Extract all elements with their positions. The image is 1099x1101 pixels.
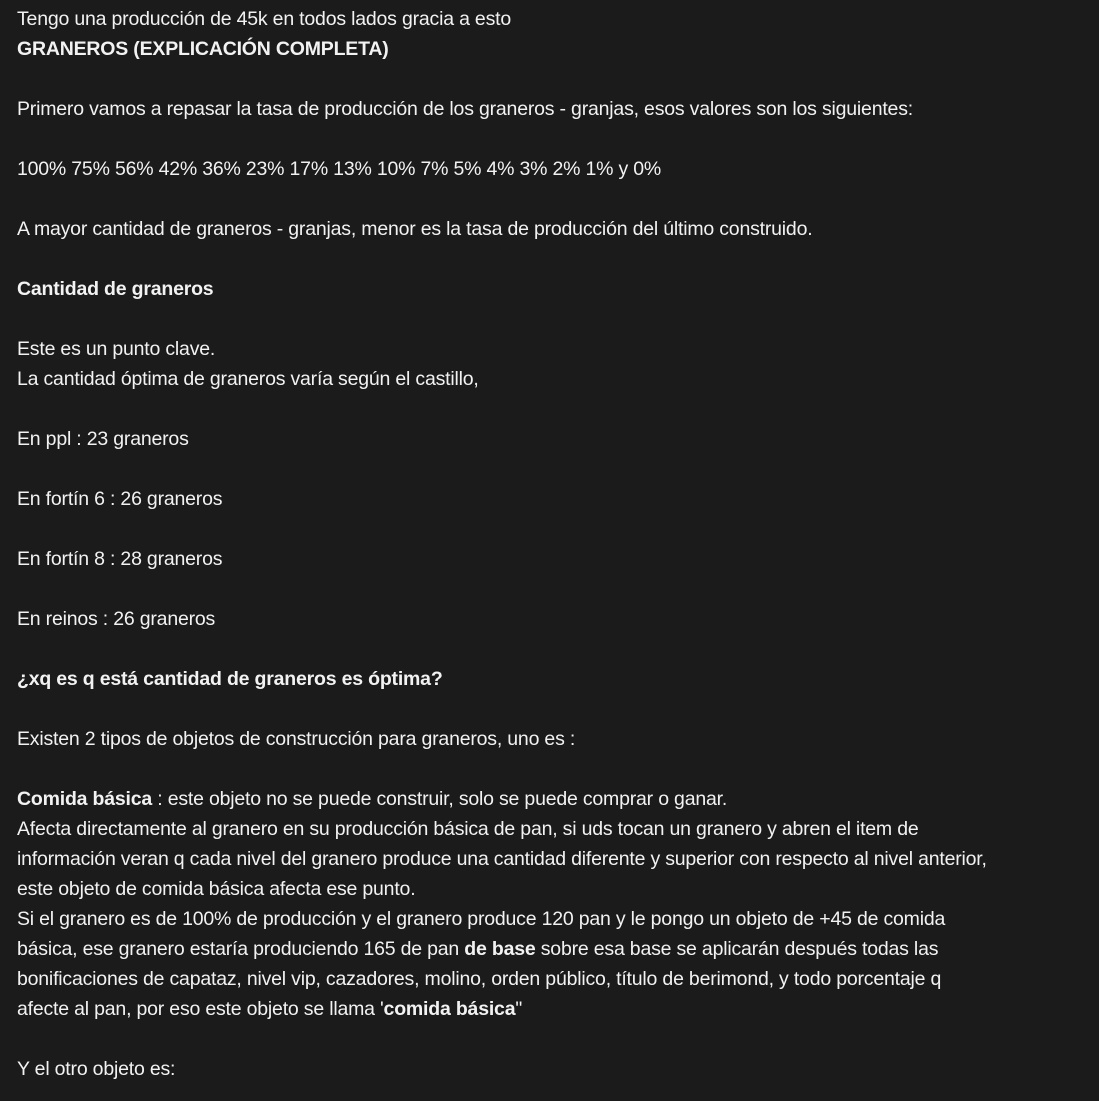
comida-basica-text: : este objeto no se puede construir, solo se puede comprar o ganar. [152, 788, 728, 810]
de-base-emphasis: de base [464, 938, 536, 960]
closing-quote: " [515, 998, 523, 1020]
paragraph-effect-line-1: Afecta directamente al granero en su producción básica de pan, si uds tocan un granero y abren el item de [17, 818, 919, 840]
comida-basica-emphasis: comida básica [383, 998, 516, 1020]
comida-basica-line [17, 784, 727, 814]
paragraph-intro-rates: Primero vamos a repasar la tasa de producción de los graneros - granjas, esos valores son los siguientes: [17, 98, 913, 120]
paragraph-key-point: Este es un punto clave. [17, 338, 216, 360]
paragraph-optimal: La cantidad óptima de graneros varía según el castillo, [17, 368, 479, 390]
castle-item: En reinos : 26 graneros [17, 608, 216, 630]
document-title: GRANEROS (EXPLICACIÓN COMPLETA) [17, 38, 389, 60]
example-text: sobre esa base se aplicarán después todas las [535, 938, 939, 960]
castle-item: En fortín 8 : 28 graneros [17, 548, 223, 570]
paragraph-effect-line-3: este objeto de comida básica afecta ese punto. [17, 878, 416, 900]
paragraph-example-line-2 [17, 934, 938, 964]
paragraph-other-object: Y el otro objeto es: [17, 1058, 176, 1080]
castle-item: En fortín 6 : 26 graneros [17, 488, 223, 510]
rates-list: 100% 75% 56% 42% 36% 23% 17% 13% 10% 7% 5% 4% 3% 2% 1% y 0% [17, 158, 662, 180]
paragraph-rates-explanation: A mayor cantidad de graneros - granjas, menor es la tasa de producción del último construido. [17, 218, 813, 240]
paragraph-effect-line-2: información veran q cada nivel del granero produce una cantidad diferente y superior con respecto al nivel anterior, [17, 848, 987, 870]
paragraph-example-line-1: Si el granero es de 100% de producción y el granero produce 120 pan y le pongo un objeto de +45 de comida [17, 908, 946, 930]
paragraph-example-line-4 [17, 994, 522, 1024]
example-text: básica, ese granero estaría produciendo 165 de pan [17, 938, 465, 960]
comida-basica-label: Comida básica [17, 788, 153, 810]
section-heading-count: Cantidad de graneros [17, 278, 214, 300]
question-heading: ¿xq es q está cantidad de graneros es óptima? [17, 668, 443, 690]
paragraph-example-line-3: bonificaciones de capataz, nivel vip, cazadores, molino, orden público, título de berimond, y todo porcentaje q [17, 968, 942, 990]
paragraph-object-types: Existen 2 tipos de objetos de construcción para graneros, uno es : [17, 728, 576, 750]
intro-text: Tengo una producción de 45k en todos lados gracia a esto [17, 8, 511, 30]
example-text: afecte al pan, por eso este objeto se llama ' [17, 998, 384, 1020]
castle-item: En ppl : 23 graneros [17, 428, 189, 450]
